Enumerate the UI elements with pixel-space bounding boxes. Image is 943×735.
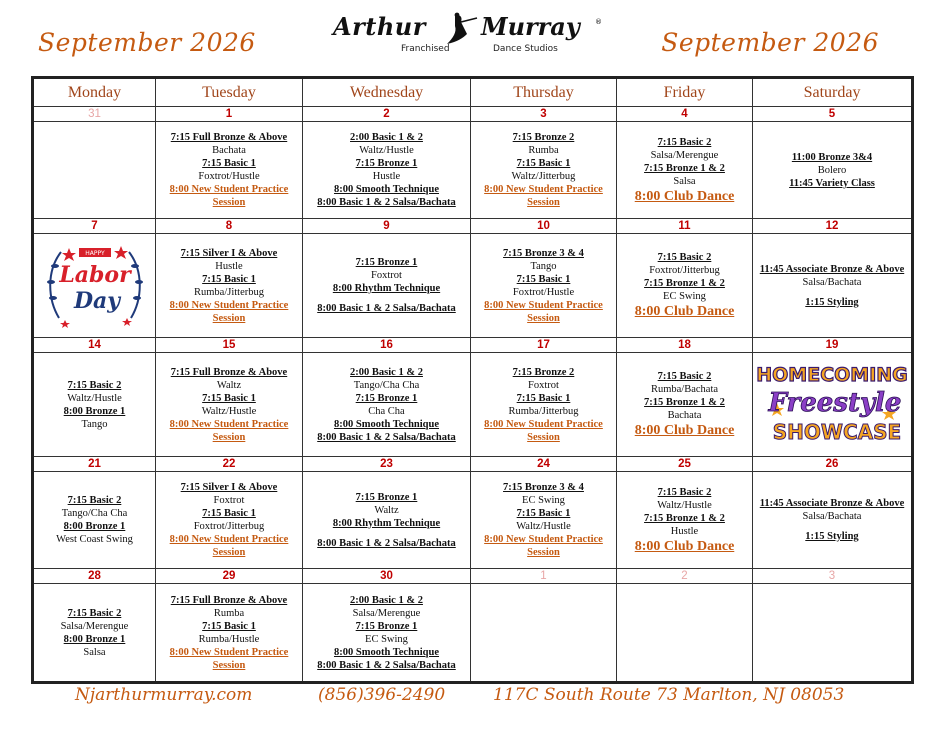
date-row — [33, 457, 913, 472]
day-cell[interactable] — [33, 472, 156, 569]
spacer — [303, 295, 470, 302]
class-time: 7:15 Bronze 1 — [355, 620, 418, 632]
day-cell[interactable] — [33, 584, 156, 683]
class-style: Rumba/Hustle — [198, 633, 260, 645]
class-time: 7:15 Bronze 1 — [355, 392, 418, 404]
registered-mark: ® — [595, 18, 602, 26]
practice-session: 8:00 New Student Practice Session — [484, 299, 603, 324]
svg-text:HAPPY: HAPPY — [84, 249, 105, 257]
practice-session: 8:00 New Student Practice Session — [169, 418, 289, 443]
class-style: Salsa/Merengue — [352, 607, 421, 619]
class-time: 8:00 Bronze 1 — [63, 633, 126, 645]
calendar-table — [31, 76, 914, 684]
class-style: Tango — [81, 418, 108, 430]
weekday-monday: Monday — [33, 78, 156, 107]
date-number: 28 — [33, 569, 156, 584]
class-style: Rumba/Jitterbug — [194, 286, 264, 298]
practice-session: 8:00 New Student Practice Session — [484, 418, 603, 443]
date-number: 21 — [33, 457, 156, 472]
class-style: Hustle — [372, 171, 401, 182]
class-time: 7:15 Bronze 1 & 2 — [644, 278, 725, 289]
date-number: 2 — [617, 569, 753, 584]
class-time: 1:15 Styling — [805, 296, 859, 308]
date-number: 17 — [471, 338, 617, 353]
homecoming-showcase-graphic — [753, 355, 911, 455]
logo-word-arthur: Arthur — [333, 12, 426, 41]
class-style: Tango/Cha Cha — [353, 379, 420, 391]
class-style: Salsa/Bachata — [802, 276, 862, 288]
svg-text:SHOWCASE: SHOWCASE — [772, 419, 902, 444]
day-cell[interactable] — [753, 122, 913, 219]
date-number: 12 — [753, 219, 913, 234]
class-style: Hustle — [670, 525, 699, 537]
day-cell[interactable] — [617, 234, 753, 338]
date-number: 9 — [303, 219, 471, 234]
class-time: 7:15 Basic 2 — [657, 252, 712, 263]
day-cell[interactable] — [303, 122, 471, 219]
footer-website[interactable]: Njarthurmurray.com — [75, 685, 253, 705]
practice-session: 8:00 New Student Practice Session — [169, 299, 289, 324]
weekday-header-row — [33, 78, 913, 107]
class-time: 7:15 Basic 1 — [516, 508, 571, 519]
class-time: 8:00 Rhythm Technique — [332, 283, 441, 294]
class-style: Cha Cha — [368, 405, 405, 417]
class-style: Foxtrot/Hustle — [198, 171, 260, 182]
class-time: 11:45 Associate Bronze & Above — [759, 263, 905, 275]
practice-session: 8:00 New Student Practice Session — [484, 534, 603, 558]
class-style: West Coast Swing — [56, 534, 133, 545]
day-cell[interactable] — [617, 122, 753, 219]
date-number: 5 — [753, 107, 913, 122]
day-cell[interactable] — [33, 234, 156, 338]
class-time: 7:15 Basic 2 — [67, 607, 122, 619]
logo-word-murray: Murray — [481, 12, 580, 41]
date-number: 10 — [471, 219, 617, 234]
class-style: EC Swing — [663, 291, 706, 302]
month-title-right: September 2026 — [661, 28, 879, 57]
class-style: Waltz — [216, 379, 242, 391]
date-number: 25 — [617, 457, 753, 472]
date-number: 11 — [617, 219, 753, 234]
class-style: Salsa — [673, 175, 696, 187]
date-number: 7 — [33, 219, 156, 234]
class-time: 8:00 Basic 1 & 2 Salsa/Bachata — [317, 197, 456, 208]
class-time: 7:15 Bronze 1 & 2 — [644, 162, 725, 174]
class-style: Hustle — [215, 260, 243, 272]
class-style: Foxtrot/Jitterbug — [193, 521, 265, 532]
spacer — [303, 530, 470, 537]
class-time: 7:15 Bronze 2 — [512, 132, 575, 143]
class-time: 7:15 Basic 2 — [67, 379, 122, 391]
day-cell[interactable] — [471, 472, 617, 569]
date-number: 29 — [156, 569, 303, 584]
date-number: 31 — [33, 107, 156, 122]
class-style: Tango/Cha Cha — [61, 508, 128, 519]
class-style: Rumba/Jitterbug — [508, 405, 579, 417]
class-time: 11:00 Bronze 3&4 — [791, 151, 873, 163]
class-style: Tango — [530, 260, 557, 272]
class-time: 8:00 Bronze 1 — [63, 405, 126, 417]
class-time: 7:15 Basic 1 — [202, 508, 256, 519]
date-number: 1 — [156, 107, 303, 122]
labor-day-graphic — [34, 238, 155, 334]
class-time: 8:00 Smooth Technique — [333, 418, 440, 430]
class-style: Waltz/Hustle — [657, 499, 712, 511]
club-dance: 8:00 Club Dance — [634, 423, 735, 438]
class-time: 7:15 Bronze 1 — [355, 158, 418, 169]
date-row — [33, 219, 913, 234]
date-row — [33, 569, 913, 584]
class-style: Salsa — [83, 646, 106, 658]
class-time: 7:15 Basic 1 — [202, 620, 256, 632]
weekday-saturday: Saturday — [753, 78, 913, 107]
class-time: 7:15 Bronze 3 & 4 — [503, 482, 584, 493]
class-style: Rumba/Bachata — [650, 384, 719, 395]
class-style: Bachata — [212, 145, 246, 156]
class-time: 7:15 Bronze 1 — [355, 491, 418, 503]
date-number: 3 — [753, 569, 913, 584]
class-time: 7:15 Basic 2 — [657, 371, 712, 382]
class-time: 8:00 Basic 1 & 2 Salsa/Bachata — [317, 431, 456, 443]
class-time: 2:00 Basic 1 & 2 — [350, 132, 423, 143]
day-cell[interactable] — [303, 234, 471, 338]
day-cell[interactable] — [617, 353, 753, 457]
day-cell[interactable] — [303, 584, 471, 683]
footer-phone: (856)396-2490 — [318, 685, 446, 705]
class-time: 2:00 Basic 1 & 2 — [350, 366, 423, 378]
date-number: 16 — [303, 338, 471, 353]
svg-text:Freestyle: Freestyle — [768, 387, 902, 418]
class-style: Waltz/Hustle — [201, 405, 257, 417]
dancers-icon — [433, 12, 483, 46]
spacer — [753, 289, 911, 296]
month-title-left: September 2026 — [38, 28, 256, 57]
class-style: Waltz/Hustle — [516, 521, 571, 532]
class-time: 8:00 Bronze 1 — [63, 521, 126, 532]
class-style: Salsa/Bachata — [802, 511, 862, 522]
weekday-friday: Friday — [617, 78, 753, 107]
class-style: Salsa/Merengue — [60, 620, 129, 632]
class-style: Salsa/Merengue — [650, 149, 719, 161]
class-style: Bachata — [667, 410, 702, 421]
class-time: 7:15 Full Bronze & Above — [170, 366, 288, 378]
day-cell[interactable] — [753, 472, 913, 569]
day-cell[interactable] — [33, 353, 156, 457]
practice-session: 8:00 New Student Practice Session — [169, 184, 289, 208]
class-style: Waltz/Hustle — [67, 392, 122, 404]
week-row — [33, 234, 913, 338]
date-number: 18 — [617, 338, 753, 353]
day-cell[interactable] — [753, 353, 913, 457]
class-style: Foxtrot — [371, 270, 402, 281]
class-time: 7:15 Basic 1 — [516, 273, 571, 285]
class-time: 7:15 Silver I & Above — [180, 482, 278, 493]
day-cell[interactable] — [156, 353, 303, 457]
club-dance: 8:00 Club Dance — [634, 188, 735, 204]
date-number: 23 — [303, 457, 471, 472]
class-style: Waltz/Hustle — [359, 145, 414, 156]
svg-text:Labor: Labor — [58, 261, 131, 288]
class-time: 7:15 Basic 1 — [202, 392, 256, 404]
day-cell[interactable] — [617, 472, 753, 569]
class-time: 7:15 Bronze 2 — [512, 366, 575, 378]
week-row — [33, 122, 913, 219]
practice-session: 8:00 New Student Practice Session — [169, 646, 289, 671]
class-time: 8:00 Basic 1 & 2 Salsa/Bachata — [317, 659, 456, 671]
date-number: 2 — [303, 107, 471, 122]
logo-dance-studios: Dance Studios — [493, 44, 558, 54]
day-cell[interactable] — [156, 234, 303, 338]
class-time: 7:15 Basic 1 — [202, 158, 256, 169]
practice-session: 8:00 New Student Practice Session — [169, 534, 289, 558]
class-time: 7:15 Basic 1 — [202, 273, 256, 285]
class-time: 7:15 Basic 2 — [657, 486, 712, 498]
day-cell[interactable] — [33, 122, 156, 219]
date-number: 8 — [156, 219, 303, 234]
class-time: 7:15 Bronze 1 & 2 — [644, 512, 725, 524]
class-style: Rumba — [528, 145, 559, 156]
class-style: Foxtrot — [528, 379, 559, 391]
class-style: Waltz — [374, 504, 399, 516]
class-style: Rumba — [213, 607, 245, 619]
date-number: 22 — [156, 457, 303, 472]
day-cell[interactable] — [471, 234, 617, 338]
day-cell[interactable] — [471, 122, 617, 219]
class-time: 7:15 Bronze 3 & 4 — [503, 247, 584, 259]
day-cell[interactable] — [617, 584, 753, 683]
class-time: 7:15 Full Bronze & Above — [170, 594, 288, 606]
logo-franchised: Franchised — [401, 44, 450, 54]
class-time: 8:00 Smooth Technique — [333, 184, 440, 195]
club-dance: 8:00 Club Dance — [634, 304, 735, 319]
footer-address: 117C South Route 73 Marlton, NJ 08053 — [493, 685, 845, 705]
class-time: 8:00 Rhythm Technique — [332, 517, 441, 529]
class-time: 7:15 Basic 1 — [516, 158, 571, 169]
day-cell[interactable] — [303, 472, 471, 569]
class-style: Foxtrot — [213, 495, 245, 506]
day-cell[interactable] — [753, 584, 913, 683]
week-row — [33, 353, 913, 457]
week-row — [33, 472, 913, 569]
date-number: 3 — [471, 107, 617, 122]
svg-text:Day: Day — [73, 287, 120, 314]
day-cell[interactable] — [156, 122, 303, 219]
practice-session: 8:00 New Student Practice Session — [484, 184, 603, 208]
weekday-tuesday: Tuesday — [156, 78, 303, 107]
day-cell[interactable] — [471, 584, 617, 683]
class-time: 11:45 Associate Bronze & Above — [759, 498, 905, 509]
class-time: 1:15 Styling — [805, 531, 859, 542]
class-time: 7:15 Basic 1 — [516, 392, 571, 404]
spacer — [753, 523, 911, 530]
date-row — [33, 338, 913, 353]
class-style: Foxtrot/Hustle — [512, 286, 575, 298]
class-style: Waltz/Jitterbug — [511, 171, 576, 182]
date-number: 26 — [753, 457, 913, 472]
class-time: 8:00 Basic 1 & 2 Salsa/Bachata — [317, 303, 456, 314]
svg-text:HOMECOMING: HOMECOMING — [757, 363, 907, 386]
class-time: 7:15 Full Bronze & Above — [170, 132, 288, 143]
day-cell[interactable] — [471, 353, 617, 457]
arthur-murray-logo — [333, 12, 603, 62]
week-row — [33, 584, 913, 683]
class-style: EC Swing — [522, 495, 565, 506]
day-cell[interactable] — [156, 472, 303, 569]
date-number: 19 — [753, 338, 913, 353]
date-number: 1 — [471, 569, 617, 584]
date-number: 15 — [156, 338, 303, 353]
class-time: 11:45 Variety Class — [789, 177, 875, 189]
date-number: 24 — [471, 457, 617, 472]
class-style: EC Swing — [365, 633, 408, 645]
weekday-wednesday: Wednesday — [303, 78, 471, 107]
class-time: 7:15 Bronze 1 — [355, 257, 418, 268]
date-number: 14 — [33, 338, 156, 353]
class-style: Foxtrot/Jitterbug — [649, 265, 720, 276]
class-time: 2:00 Basic 1 & 2 — [350, 594, 423, 606]
class-time: 8:00 Basic 1 & 2 Salsa/Bachata — [317, 537, 456, 549]
class-time: 7:15 Basic 2 — [657, 136, 712, 148]
day-cell[interactable] — [303, 353, 471, 457]
class-time: 7:15 Silver I & Above — [180, 247, 278, 259]
class-time: 7:15 Bronze 1 & 2 — [644, 397, 725, 408]
day-cell[interactable] — [753, 234, 913, 338]
date-number: 30 — [303, 569, 471, 584]
date-number: 4 — [617, 107, 753, 122]
weekday-thursday: Thursday — [471, 78, 617, 107]
day-cell[interactable] — [156, 584, 303, 683]
date-row — [33, 107, 913, 122]
class-time: 7:15 Basic 2 — [67, 495, 122, 506]
class-time: 8:00 Smooth Technique — [333, 646, 440, 658]
class-style: Bolero — [817, 164, 847, 176]
club-dance: 8:00 Club Dance — [634, 538, 735, 554]
